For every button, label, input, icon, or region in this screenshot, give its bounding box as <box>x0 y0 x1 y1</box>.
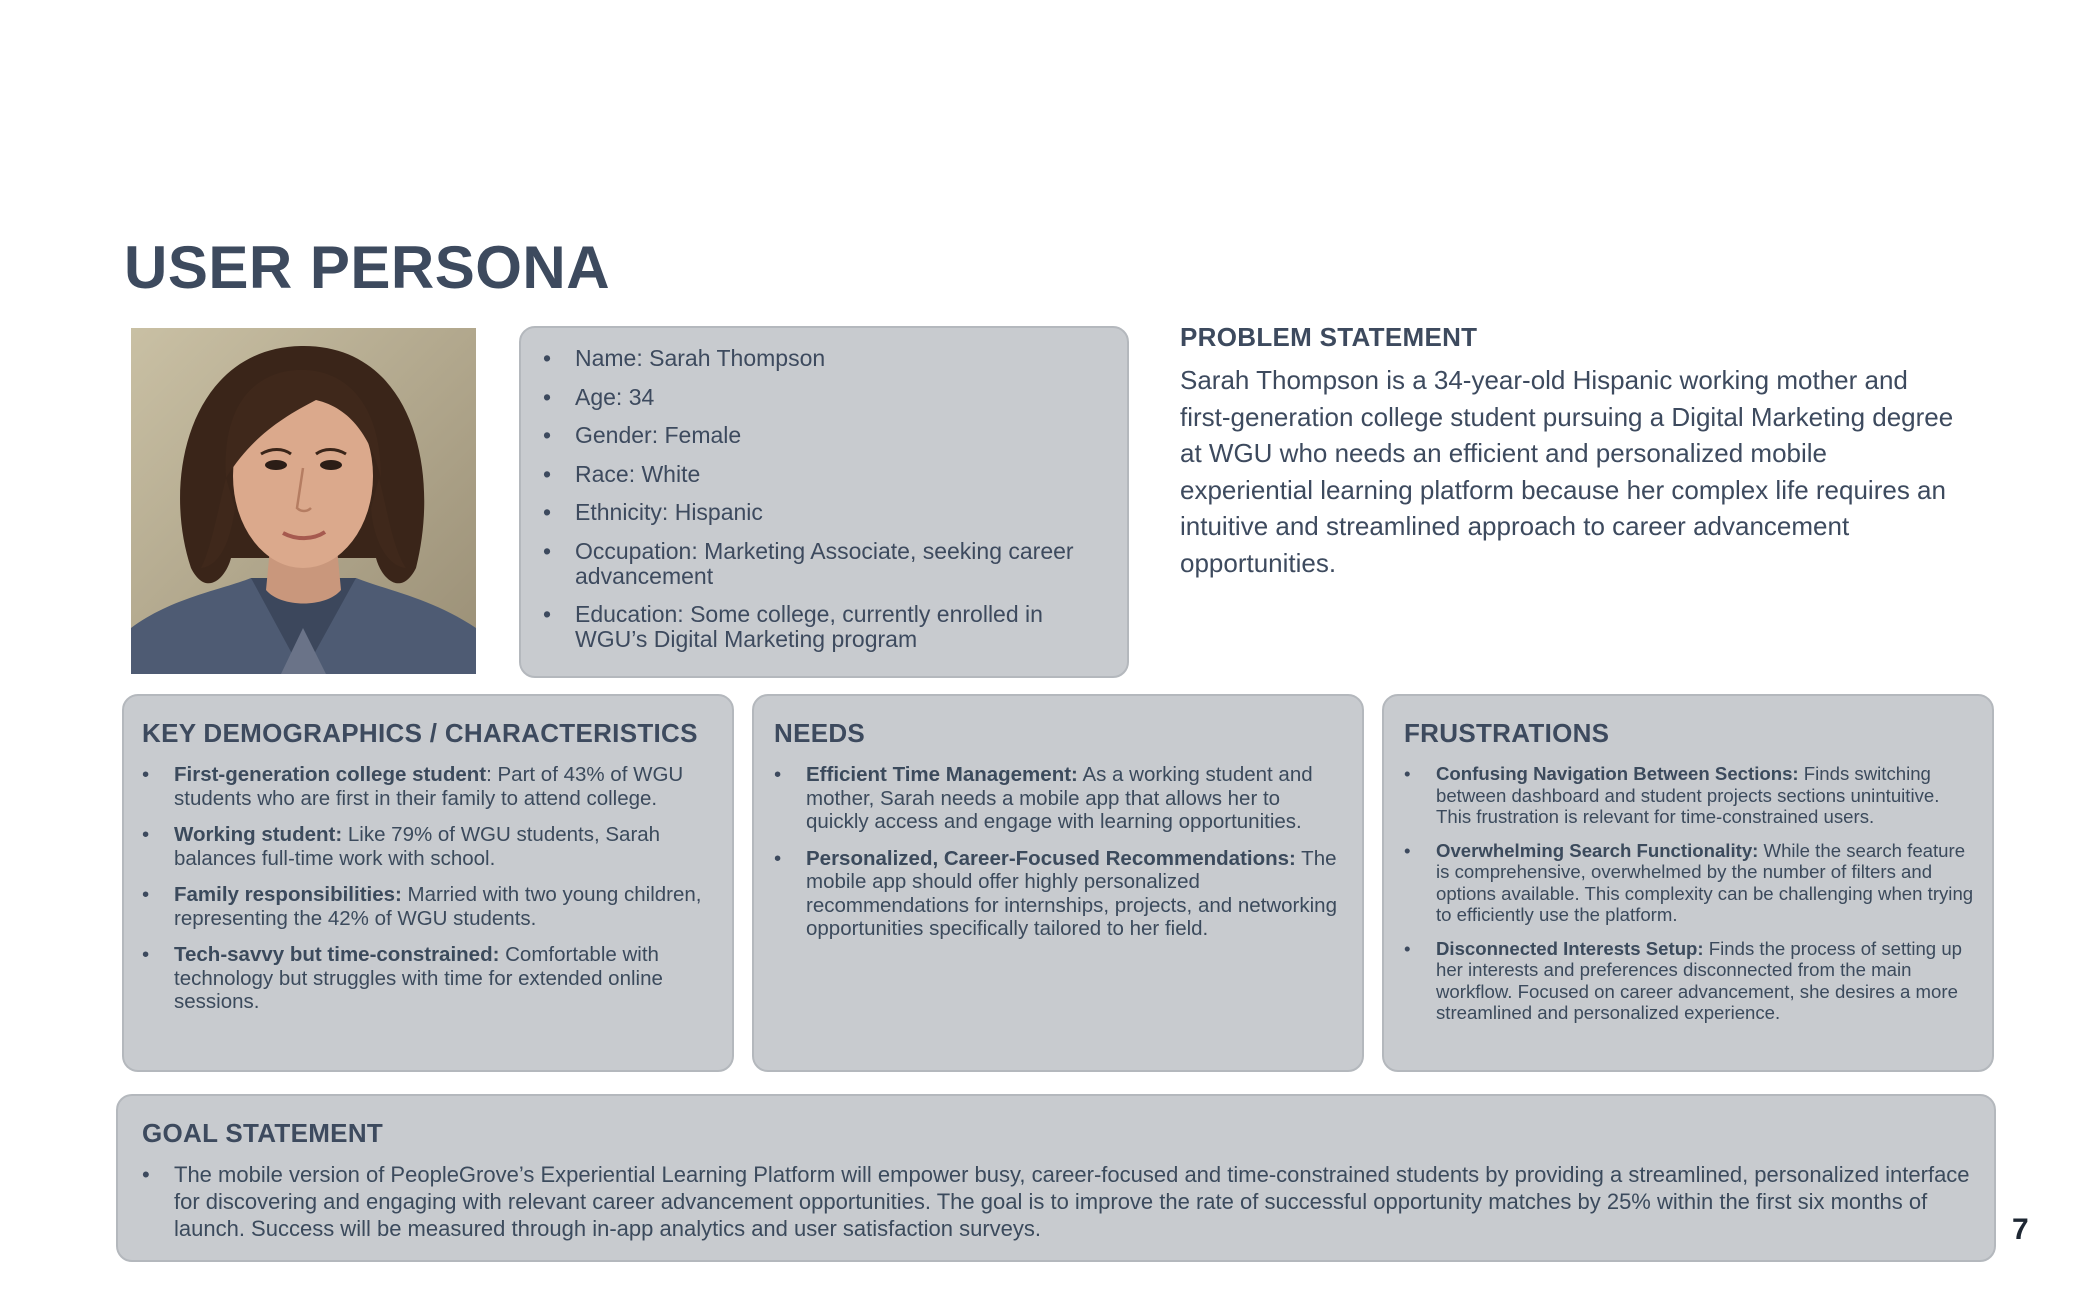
item-text: Finds switching between dashboard and student projects sections unintuitive. This frustration is relevant for time-constrained users. <box>1436 763 1940 827</box>
item-text: The mobile app should offer highly personalized recommendations for internships, projects, and networking opportunities specifically tailored to her field. <box>806 846 1337 940</box>
list-item <box>174 823 716 870</box>
list-item <box>174 763 716 810</box>
page-title: USER PERSONA <box>124 234 611 301</box>
list-item <box>1436 938 1978 1024</box>
problem-heading: PROBLEM STATEMENT <box>1180 322 1478 352</box>
item-term: First-generation college student <box>174 763 487 786</box>
item-term: Family responsibilities: <box>174 883 402 906</box>
demographics-card <box>122 694 734 1072</box>
item-text: As a working student and mother, Sarah needs a mobile app that allows her to quickly access and engage with learning opportunities. <box>806 763 1313 833</box>
persona-photo <box>131 328 476 674</box>
item-text: Married with two young children, representing the 42% of WGU students. <box>174 883 702 930</box>
goal-text: • The mobile version of PeopleGrove’s Experiential Learning Platform will empower busy, career-focused and time-constrained students by providing a streamlined, personalized interface for discovering and engaging with relevant career advancement opportunities. The goal is to improve the rate of successful opportunity matches by 25% within the first six months of launch. Success will be measured through in-app analytics and user satisfaction surveys. <box>174 1162 1974 1242</box>
goal-card <box>116 1094 1996 1262</box>
item-term: Disconnected Interests Setup: <box>1436 937 1704 959</box>
demographics-heading: KEY DEMOGRAPHICS / CHARACTERISTICS <box>142 718 698 748</box>
list-item <box>1436 840 1978 926</box>
frustrations-heading: FRUSTRATIONS <box>1404 718 1610 748</box>
list-item <box>174 943 716 1014</box>
item-text: While the search feature is comprehensive, overwhelmed by the number of filters and options available. This complexity can be challenging when trying to efficiently use the platform. <box>1436 839 1974 925</box>
demographics-list <box>142 763 716 1014</box>
item-text: : Part of 43% of WGU students who are first in their family to attend college. <box>174 763 684 810</box>
list-item <box>174 883 716 930</box>
profile-race: • Race: White <box>575 462 1107 487</box>
item-term: Overwhelming Search Functionality: <box>1436 839 1759 861</box>
problem-statement <box>1180 320 1960 582</box>
item-term: Working student: <box>174 823 343 846</box>
frustrations-card <box>1382 694 1994 1072</box>
profile-education: • Education: Some college, currently enrolled in WGU’s Digital Marketing program <box>575 602 1107 652</box>
profile-occupation: • Occupation: Marketing Associate, seeking career advancement <box>575 539 1107 589</box>
profile-age: • Age: 34 <box>575 385 1107 410</box>
list-item <box>806 763 1346 834</box>
frustrations-list <box>1404 763 1978 1024</box>
needs-heading: NEEDS <box>774 718 866 748</box>
item-text: Finds the process of setting up her interests and preferences disconnected from the main workflow. Focused on career advancement, she desires a more streamlined and personalized experience. <box>1436 937 1962 1023</box>
goal-list <box>142 1162 1974 1242</box>
needs-card <box>752 694 1364 1072</box>
item-term: Efficient Time Management: <box>806 763 1078 786</box>
profile-ethnicity: • Ethnicity: Hispanic <box>575 500 1107 525</box>
list-item <box>806 847 1346 941</box>
page-number: 7 <box>2012 1213 2029 1246</box>
persona-portrait-image <box>131 328 476 674</box>
profile-list <box>575 346 1107 652</box>
item-term: Tech-savvy but time-constrained: <box>174 943 500 966</box>
item-term: Personalized, Career-Focused Recommendations: <box>806 846 1296 870</box>
item-term: Confusing Navigation Between Sections: <box>1436 763 1799 784</box>
goal-heading: GOAL STATEMENT <box>142 1118 384 1148</box>
item-text: Like 79% of WGU students, Sarah balances full-time work with school. <box>174 823 661 870</box>
profile-name: • Name: Sarah Thompson <box>575 346 1107 371</box>
profile-card <box>519 326 1129 678</box>
list-item <box>1436 763 1978 828</box>
item-text: Comfortable with technology but struggles with time for extended online sessions. <box>174 943 663 1013</box>
profile-gender: • Gender: Female <box>575 423 1107 448</box>
problem-text: Sarah Thompson is a 34-year-old Hispanic working mother and first-generation college student pursuing a Digital Marketing degree at WGU who needs an efficient and personalized mobile experiential learning platform because her complex life requires an intuitive and streamlined approach to career advancement opportunities. <box>1180 365 1954 578</box>
needs-list <box>774 763 1346 941</box>
